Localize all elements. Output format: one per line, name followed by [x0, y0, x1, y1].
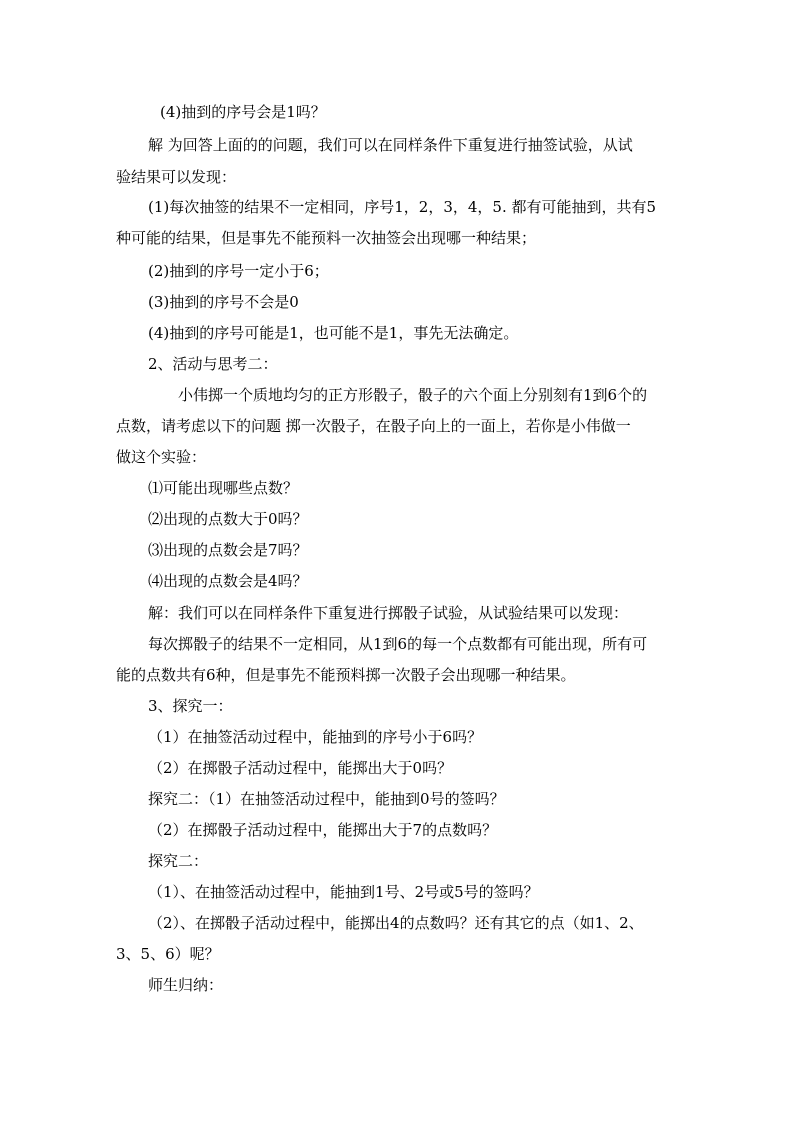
- text-line: 探究二：: [148, 852, 209, 870]
- text-line: 师生归纳：: [148, 976, 224, 994]
- text-line: (1)每次抽签的结果不一定相同，序号1，2，3，4，5. 都有可能抽到，共有5: [148, 198, 657, 216]
- text-line: 验结果可以发现：: [116, 168, 237, 186]
- text-line: （1）在抽签活动过程中，能抽到的序号小于6吗？: [148, 728, 483, 746]
- text-line: 做这个实验：: [116, 448, 207, 466]
- text-line: (2)抽到的序号一定小于6；: [148, 262, 329, 280]
- text-line: (3)抽到的序号不会是0: [148, 293, 299, 311]
- text-line: 解：我们可以在同样条件下重复进行掷骰子试验，从试验结果可以发现：: [148, 604, 629, 622]
- text-line: 解 为回答上面的的问题，我们可以在同样条件下重复进行抽签试验，从试: [148, 136, 633, 154]
- text-line: 探究二：（1）在抽签活动过程中，能抽到0号的签吗？: [148, 790, 505, 808]
- text-line: （2）、在掷骰子活动过程中，能掷出4的点数吗？还有其它的点（如1、2、: [148, 914, 644, 932]
- text-line: 每次掷骰子的结果不一定相同，从1到6的每一个点数都有可能出现，所有可: [148, 635, 648, 653]
- text-line: (4)抽到的序号会是1吗？: [160, 103, 326, 121]
- text-line: 小伟掷一个质地均匀的正方形骰子，骰子的六个面上分别刻有1到6个的: [178, 386, 648, 404]
- text-line: ⑶出现的点数会是7吗？: [148, 541, 308, 559]
- text-line: ⑴可能出现哪些点数？: [148, 479, 299, 497]
- text-line: （1）、在抽签活动过程中，能抽到1号、2号或5号的签吗？: [148, 883, 539, 901]
- text-line: 点数，请考虑以下的问题 掷一次骰子，在骰子向上的一面上，若你是小伟做一: [116, 417, 631, 435]
- text-line: ⑷出现的点数会是4吗？: [148, 572, 308, 590]
- text-line: 3、探究一：: [148, 697, 233, 715]
- text-line: (4)抽到的序号可能是1，也可能不是1，事先无法确定。: [148, 324, 519, 342]
- text-line: （2）在掷骰子活动过程中，能掷出大于7的点数吗？: [148, 821, 498, 839]
- text-line: ⑵出现的点数大于0吗？: [148, 510, 308, 528]
- text-line: （2）在掷骰子活动过程中，能掷出大于0吗？: [148, 759, 453, 777]
- text-line: 2、活动与思考二：: [148, 355, 278, 373]
- text-line: 3、5、6）呢？: [116, 945, 220, 963]
- text-line: 能的点数共有6种，但是事先不能预料掷一次骰子会出现哪一种结果。: [116, 666, 576, 684]
- text-line: 种可能的结果，但是事先不能预料一次抽签会出现哪一种结果；: [116, 229, 537, 247]
